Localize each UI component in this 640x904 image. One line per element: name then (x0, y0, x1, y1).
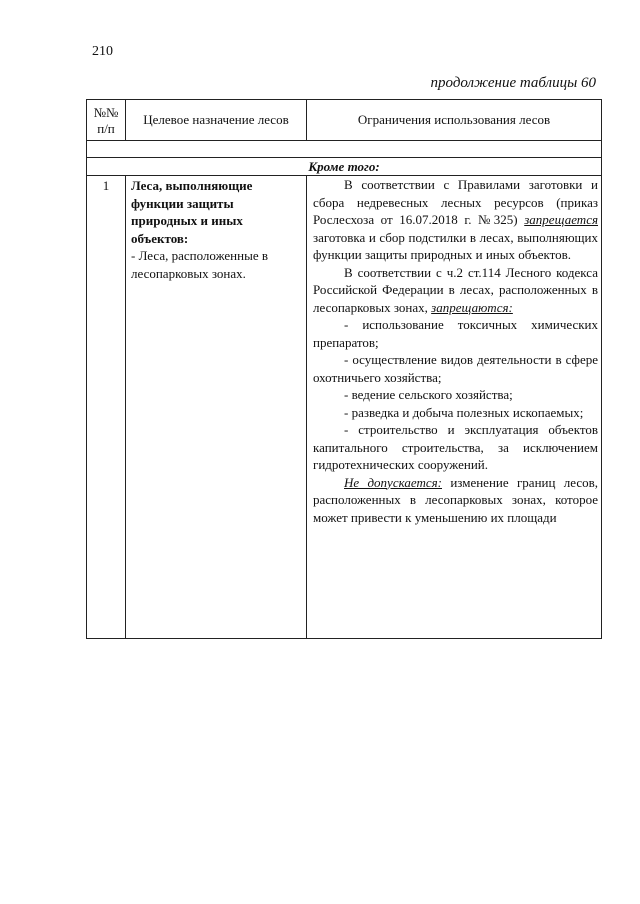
list-item: - строительство и эксплуатация объектов капитального строительства, за исключением гидротехнических сооружений. (313, 422, 598, 472)
restrictions-table (86, 99, 602, 639)
restriction-paragraph-1 (313, 176, 598, 264)
purpose-heading: Леса, выполняющие функции защиты природных и иных объектов: (131, 178, 253, 246)
list-item: - осуществление видов деятельности в сфере охотничьего хозяйства; (313, 352, 598, 385)
p1-rest: заготовка и сбор подстилки в лесах, выполняющих функции защиты природных и иных объектов. (313, 229, 598, 262)
section-title: Кроме того: (87, 158, 602, 176)
row-number: 1 (87, 176, 126, 639)
list-item: - ведение сельского хозяйства; (344, 387, 513, 402)
p2-text: В соответствии с ч.2 ст.114 Лесного кодекса Российской Федерации в лесах, расположенных в лесопарковых зонах, (313, 264, 598, 315)
header-restrictions: Ограничения использования лесов (307, 100, 602, 141)
list-item: - использование токсичных химических препаратов; (313, 317, 598, 350)
table-continuation-caption: продолжение таблицы 60 (430, 75, 596, 91)
header-number: №№ п/п (87, 100, 126, 141)
header-purpose: Целевое назначение лесов (126, 100, 307, 141)
restriction-paragraph-3 (313, 474, 598, 527)
p1-text: В соответствии с Правилами заготовки и сбора недревесных лесных ресурсов (приказ Рослесхоза от 16.07.2018 г. №325) (313, 177, 598, 227)
section-row (87, 158, 602, 176)
p3-emphasis: Не допускается: (344, 474, 442, 490)
purpose-text: - Леса, расположенные в лесопарковых зонах. (131, 248, 268, 281)
table-row (87, 176, 602, 639)
p2-emphasis: запрещаются: (431, 299, 513, 315)
spacer-row (87, 141, 602, 158)
spacer-cell (87, 141, 602, 158)
p3-rest: изменение границ лесов, расположенных в лесопарковых зонах, которое может привести к уменьшению их площади (313, 474, 599, 525)
purpose-cell (126, 176, 307, 639)
restrictions-cell (307, 176, 602, 639)
restriction-paragraph-2 (313, 264, 598, 317)
table-header-row (87, 100, 602, 141)
p1-emphasis: запрещается (524, 212, 599, 227)
list-item: - разведка и добыча полезных ископаемых; (344, 404, 584, 420)
page-number: 210 (92, 44, 113, 59)
